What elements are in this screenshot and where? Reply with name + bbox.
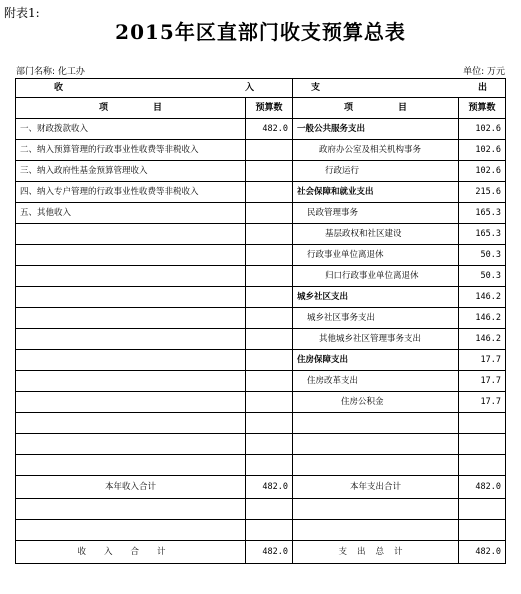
expense-item-cell: 住房公积金 [293,392,459,413]
department-name: 部门名称: 化工办 [16,67,85,77]
page-title: 2015年区直部门收支预算总表 [115,20,406,44]
year-income-total-amount: 482.0 [246,476,293,499]
summary-row [16,476,506,499]
income-amount-cell [246,140,293,161]
expense-item-cell: 城乡社区支出 [293,287,459,308]
total-expense-amount: 482.0 [459,541,506,564]
income-item-cell [16,287,246,308]
table-row [16,413,506,434]
expense-item-cell [293,413,459,434]
expense-amount-cell: 215.6 [459,182,506,203]
table-row [16,245,506,266]
table-row [16,224,506,245]
blank-cell [459,499,506,520]
income-amount-cell [246,266,293,287]
expense-item-cell [293,455,459,476]
income-amount-cell [246,371,293,392]
income-item-cell [16,455,246,476]
unit-label: 单位: 万元 [463,67,505,77]
table-row [16,371,506,392]
table-row [16,140,506,161]
expense-amount-cell [459,434,506,455]
income-item-cell [16,413,246,434]
expense-amount-cell: 146.2 [459,308,506,329]
income-item-cell: 四、纳入专户管理的行政事业性收费等非税收入 [16,182,246,203]
summary-row [16,520,506,541]
table-row [16,434,506,455]
income-item-cell [16,371,246,392]
income-amount-cell [246,413,293,434]
income-amount-cell [246,308,293,329]
income-amount-cell [246,434,293,455]
blank-cell [16,499,246,520]
income-amount-cell [246,350,293,371]
table-row [16,119,506,140]
income-item-cell [16,350,246,371]
expense-item-cell: 城乡社区事务支出 [293,308,459,329]
table-row [16,182,506,203]
blank-cell [293,499,459,520]
table-row [16,203,506,224]
table-row [16,329,506,350]
income-header-left: 收 [54,82,64,93]
income-item-cell [16,266,246,287]
expense-item-cell: 行政事业单位离退休 [293,245,459,266]
summary-row [16,499,506,520]
expense-amount-cell: 17.7 [459,371,506,392]
income-item-cell [16,434,246,455]
blank-cell [459,520,506,541]
expense-header-left: 支 [311,82,321,93]
blank-cell [246,520,293,541]
income-amount-cell [246,329,293,350]
income-item-cell [16,392,246,413]
expense-amount-cell: 50.3 [459,245,506,266]
income-budget-header: 预算数 [246,98,293,119]
expense-item-cell: 基层政权和社区建设 [293,224,459,245]
expense-amount-cell: 102.6 [459,119,506,140]
blank-cell [246,499,293,520]
income-item-header: 项 目 [16,98,246,119]
expense-amount-cell: 50.3 [459,266,506,287]
expense-budget-header: 预算数 [459,98,506,119]
expense-item-header: 项 目 [293,98,459,119]
year-expense-total-amount: 482.0 [459,476,506,499]
income-amount-cell [246,182,293,203]
section-header-row [16,79,506,98]
income-item-cell: 一、财政拨款收入 [16,119,246,140]
expense-item-cell: 归口行政事业单位离退休 [293,266,459,287]
table-row [16,161,506,182]
income-amount-cell [246,203,293,224]
expense-amount-cell: 165.3 [459,203,506,224]
income-amount-cell [246,224,293,245]
income-amount-cell [246,245,293,266]
income-amount-cell [246,287,293,308]
table-row [16,308,506,329]
income-section-header [16,79,293,98]
expense-amount-cell: 146.2 [459,287,506,308]
blank-cell [16,520,246,541]
income-item-cell: 三、纳入政府性基金预算管理收入 [16,161,246,182]
income-item-cell: 五、其他收入 [16,203,246,224]
table-row [16,266,506,287]
expense-item-cell: 其他城乡社区管理事务支出 [293,329,459,350]
year-income-total-label: 本年收入合计 [16,476,246,499]
expense-header-right: 出 [477,82,487,93]
table-row [16,455,506,476]
income-amount-cell [246,392,293,413]
budget-table [15,78,506,564]
expense-amount-cell [459,455,506,476]
table-row [16,287,506,308]
blank-cell [293,520,459,541]
income-item-cell [16,224,246,245]
expense-item-cell: 政府办公室及相关机构事务 [293,140,459,161]
income-item-cell [16,245,246,266]
income-header-right: 入 [244,82,254,93]
income-amount-cell [246,161,293,182]
expense-amount-cell: 102.6 [459,140,506,161]
expense-amount-cell: 102.6 [459,161,506,182]
income-amount-cell: 482.0 [246,119,293,140]
total-income-amount: 482.0 [246,541,293,564]
table-row [16,350,506,371]
column-header-row [16,98,506,119]
income-item-cell [16,308,246,329]
expense-amount-cell: 165.3 [459,224,506,245]
expense-amount-cell: 17.7 [459,350,506,371]
expense-item-cell [293,434,459,455]
expense-item-cell: 民政管理事务 [293,203,459,224]
summary-row [16,541,506,564]
expense-section-header [293,79,506,98]
income-item-cell [16,329,246,350]
table-row [16,392,506,413]
expense-item-cell: 住房改革支出 [293,371,459,392]
year-expense-total-label: 本年支出合计 [293,476,459,499]
income-amount-cell [246,455,293,476]
total-income-label: 收入合计 [16,541,246,564]
expense-item-cell: 住房保障支出 [293,350,459,371]
expense-amount-cell [459,413,506,434]
expense-amount-cell: 146.2 [459,329,506,350]
expense-item-cell: 社会保障和就业支出 [293,182,459,203]
attachment-label: 附表1: [4,6,40,20]
total-expense-label: 支出总计 [293,541,459,564]
expense-item-cell: 一般公共服务支出 [293,119,459,140]
income-item-cell: 二、纳入预算管理的行政事业性收费等非税收入 [16,140,246,161]
expense-item-cell: 行政运行 [293,161,459,182]
expense-amount-cell: 17.7 [459,392,506,413]
